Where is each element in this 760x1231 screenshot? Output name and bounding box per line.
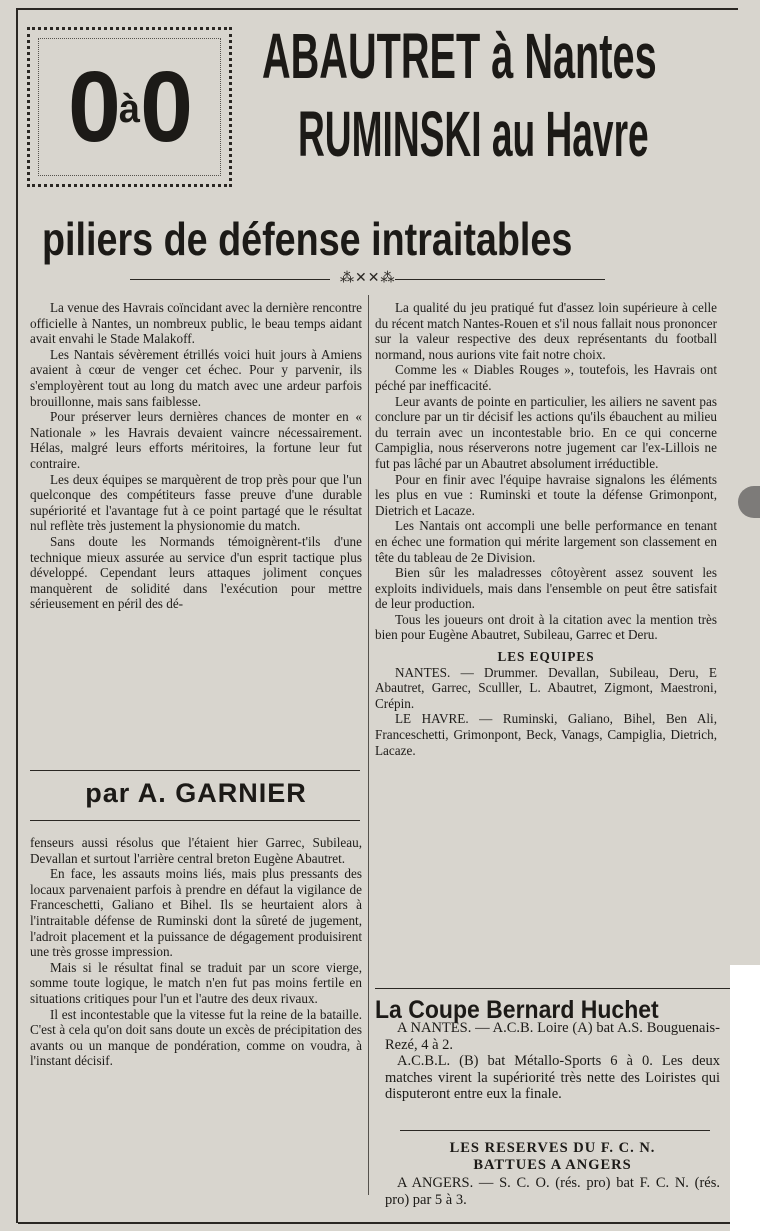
paragraph: Leur avants de pointe en particulier, les ailiers ne savent pas conclure par un tir décisif les actions qu'ils ébauchent au milieu du terrain avec un incontestable brio. En ce qui concerne Campiglia, nous réserverons notre jugement car l'ex-Lillois ne fut pas lâché par un Abautret absolument irréductible. — [375, 393, 717, 471]
coupe-line: A.C.B.L. (B) bat Métallo-Sports 6 à 0. Les deux matches virent la supériorité très nette des Loiristes qui disputeront entre eux la finale. — [385, 1053, 720, 1102]
byline-rule-bottom — [30, 820, 360, 821]
paragraph: Bien sûr les maladresses côtoyèrent assez souvent les exploits individuels, mais dans l'ensemble on peut être satisfait de leur production. — [375, 565, 717, 612]
left-frame-rule — [16, 8, 18, 1223]
ornament-rule-left — [130, 279, 330, 280]
reserves-title — [385, 1140, 720, 1174]
equipes-title: LES EQUIPES — [497, 649, 595, 665]
reserves-body — [385, 1175, 720, 1208]
byline: par A. GARNIER — [85, 778, 307, 808]
headline-line-3: piliers de défense intraitables — [42, 213, 573, 265]
paragraph: Mais si le résultat final se traduit par un score vierge, somme toute logique, le match n'en fut pas moins fertile en situations critiques pour l'un et l'autre des deux rivaux. — [30, 959, 362, 1006]
column-divider — [368, 295, 369, 1195]
headline-line-2: RUMINSKI au Havre — [298, 98, 649, 170]
score-middle: à — [118, 86, 141, 131]
article-right-column — [375, 300, 717, 758]
ornament: ⁂✕✕⁂ — [340, 270, 396, 286]
reserves-title-line-1: LES RESERVES DU F. C. N. — [449, 1140, 656, 1156]
paragraph: Les Nantais sévèrement étrillés voici huit jours à Amiens avaient à cœur de venger cet échec. Pour y parvenir, ils s'employèrent tout au long du match avec une ardeur parfois brouillonne, mais sans faiblesse. — [30, 346, 362, 409]
article-left-column-bottom — [30, 835, 362, 1069]
ornament-rule-right — [395, 279, 605, 280]
reserves-text: A ANGERS. — S. C. O. (rés. pro) bat F. C. N. (rés. pro) par 5 à 3. — [385, 1175, 720, 1208]
paragraph: Sans doute les Normands témoignèrent-t'ils d'une technique mieux assurée au service d'un esprit tactique plus développé. Cependant leurs attaques joliment conçues manquèrent de solidité dans l'exécution pour mettre sérieusement en péril des dé- — [30, 533, 362, 612]
top-rule — [18, 8, 738, 10]
headline-line-1: ABAUTRET à Nantes — [262, 20, 657, 92]
coupe-title: La Coupe Bernard Huchet — [375, 996, 659, 1024]
score — [35, 52, 224, 170]
score-left: 0 — [67, 51, 119, 163]
page-edge — [730, 965, 760, 1231]
coupe-body — [385, 1020, 720, 1103]
score-right: 0 — [140, 51, 192, 163]
paragraph: fenseurs aussi résolus que l'étaient hier Garrec, Subileau, Devallan et surtout l'arrière central breton Eugène Abautret. — [30, 835, 362, 866]
coupe-rule — [375, 988, 730, 989]
reserves-title-line-2: BATTUES A ANGERS — [473, 1157, 632, 1173]
byline-rule-top — [30, 770, 360, 771]
equipe-nantes: NANTES. — Drummer. Devallan, Subileau, Deru, E Abautret, Garrec, Sculller, L. Abautret, Zigmont, Maestroni, Crépin. — [375, 664, 717, 711]
paragraph: Les deux équipes se marquèrent de trop près pour que l'un quelconque des compétiteurs fasse preuve d'une durable supériorité et l'avantage fut à ce point partagé que le résultat nul reflète très justement la physionomie du match. — [30, 471, 362, 534]
paragraph: La qualité du jeu pratiqué fut d'assez loin supérieure à celle du récent match Nantes-Rouen et s'il nous fallait nous prononcer sur la valeur respective des deux représentants du football normand, nous aurions vite fait notre choix. — [375, 300, 717, 362]
reserves-rule — [400, 1130, 710, 1131]
paragraph: Les Nantais ont accompli une belle performance en tenant en échec une formation qui mérite largement son classement en tête du tableau de 2e Division. — [375, 518, 717, 565]
paragraph: Pour préserver leurs dernières chances de monter en « Nationale » les Havrais devaient vaincre nécessairement. Hélas, malgré leurs efforts méritoires, la fortune leur fut contraire. — [30, 409, 362, 471]
paragraph: Pour en finir avec l'équipe havraise signalons les éléments les plus en vue : Ruminski et toute la défense Grimonpont, Dietrich et Lacaze. — [375, 471, 717, 518]
paragraph: En face, les assauts moins liés, mais plus pressants des locaux parvenaient parfois à prendre en défaut la vigilance de Franceschetti, Galiano et Bihel. Ils se heurtaient alors à l'intraitable défense de Ruminski dont la sûreté de jugement, l'adroit placement et la puissance de dégagement produisirent une très grosse impression. — [30, 866, 362, 960]
bottom-rule — [18, 1222, 730, 1224]
paragraph: Il est incontestable que la vitesse fut la reine de la bataille. C'est à cela qu'on doit sans doute un excès de précipitation des avants ou un manque de pondération, comme on voudra, à l'instant décisif. — [30, 1006, 362, 1069]
equipe-le-havre: LE HAVRE. — Ruminski, Galiano, Bihel, Ben Ali, Franceschetti, Grimonpont, Beck, Vanags, Campiglia, Dietrich, Lacaze. — [375, 711, 717, 758]
side-scroll-tab[interactable] — [738, 486, 760, 518]
coupe-line: A NANTES. — A.C.B. Loire (A) bat A.S. Bouguenais-Rezé, 4 à 2. — [385, 1020, 720, 1053]
article-left-column-top — [30, 300, 362, 612]
paragraph: Comme les « Diables Rouges », toutefois, les Havrais ont péché par inefficacité. — [375, 362, 717, 393]
paragraph: La venue des Havrais coïncidant avec la dernière rencontre officielle à Nantes, un nombreux public, le beau temps aidant avait envahi le Stade Malakoff. — [30, 300, 362, 347]
score-box — [27, 27, 232, 187]
paragraph: Tous les joueurs ont droit à la citation avec la mention très bien pour Eugène Abautret, Subileau, Garrec et Deru. — [375, 611, 717, 643]
